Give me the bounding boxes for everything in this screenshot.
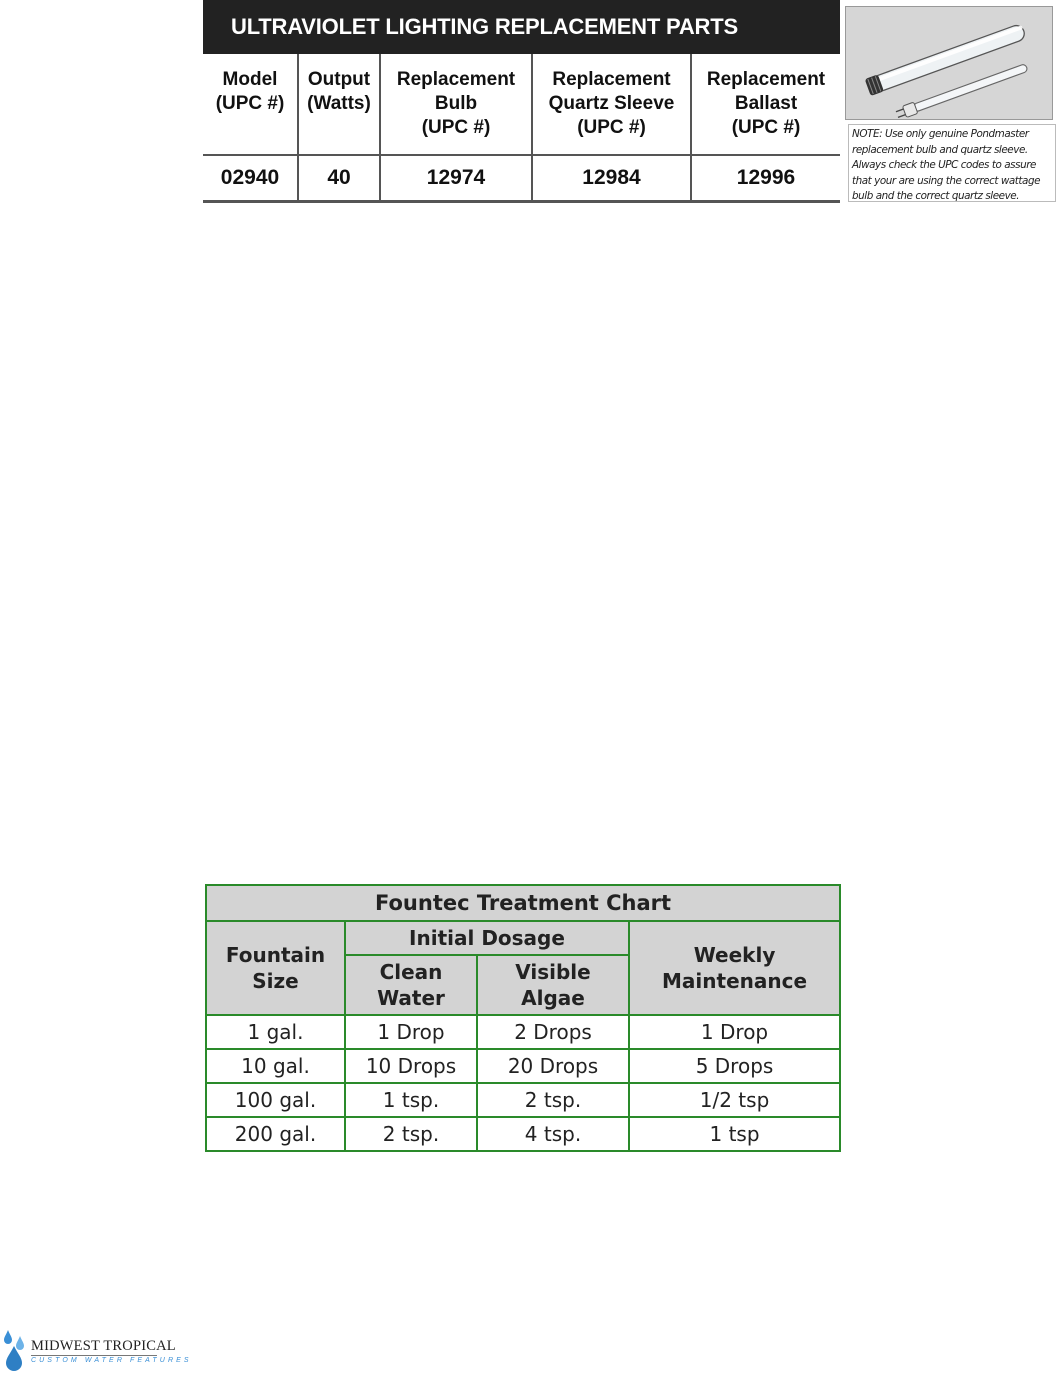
header-visible-algae: Visible Algae [477, 955, 629, 1015]
cell-size: 1 gal. [206, 1015, 345, 1049]
table-row [206, 1049, 840, 1083]
bulb-and-sleeve-illustration [846, 7, 1052, 119]
cell-clean: 1 Drop [345, 1015, 477, 1049]
header-quartz-sleeve: Replacement Quartz Sleeve (UPC #) [532, 54, 691, 155]
cell-output: 40 [298, 155, 380, 202]
cell-size: 10 gal. [206, 1049, 345, 1083]
logo-name: MIDWEST TROPICAL [31, 1338, 176, 1354]
cell-clean: 2 tsp. [345, 1117, 477, 1151]
cell-algae: 20 Drops [477, 1049, 629, 1083]
table-row [206, 1117, 840, 1151]
header-output: Output (Watts) [298, 54, 380, 155]
cell-weekly: 1/2 tsp [629, 1083, 840, 1117]
uv-parts-table [203, 54, 840, 203]
uv-bulb-photo [845, 6, 1053, 120]
cell-weekly: 5 Drops [629, 1049, 840, 1083]
note-text: NOTE: Use only genuine Pondmaster replacement bulb and quartz sleeve. Always check the UPC codes to assure that your are using the correct wattage bulb and the correct quartz sleeve. [848, 124, 1056, 202]
table-row [206, 1015, 840, 1049]
logo-divider [31, 1355, 157, 1356]
cell-bulb: 12974 [380, 155, 532, 202]
cell-clean: 10 Drops [345, 1049, 477, 1083]
logo-tagline: CUSTOM WATER FEATURES [31, 1357, 192, 1364]
cell-model: 02940 [203, 155, 298, 202]
header-bulb: Replacement Bulb (UPC #) [380, 54, 532, 155]
cell-ballast: 12996 [691, 155, 840, 202]
cell-size: 100 gal. [206, 1083, 345, 1117]
chart-title-row [206, 885, 840, 921]
header-weekly-maintenance: Weekly Maintenance [629, 921, 840, 1015]
header-ballast: Replacement Ballast (UPC #) [691, 54, 840, 155]
cell-algae: 2 Drops [477, 1015, 629, 1049]
cell-size: 200 gal. [206, 1117, 345, 1151]
uv-parts-section [203, 0, 840, 203]
chart-title: Fountec Treatment Chart [206, 885, 840, 921]
header-model: Model (UPC #) [203, 54, 298, 155]
header-initial-dosage: Initial Dosage [345, 921, 629, 955]
cell-quartz-sleeve: 12984 [532, 155, 691, 202]
uv-header-row [203, 54, 840, 155]
cell-algae: 4 tsp. [477, 1117, 629, 1151]
midwest-tropical-logo [0, 1328, 192, 1372]
cell-clean: 1 tsp. [345, 1083, 477, 1117]
table-row [203, 155, 840, 202]
cell-weekly: 1 tsp [629, 1117, 840, 1151]
table-row [206, 1083, 840, 1117]
header-clean-water: Clean Water [345, 955, 477, 1015]
fountec-treatment-chart [205, 884, 841, 1152]
cell-algae: 2 tsp. [477, 1083, 629, 1117]
cell-weekly: 1 Drop [629, 1015, 840, 1049]
water-drops-icon [0, 1328, 30, 1372]
header-fountain-size: Fountain Size [206, 921, 345, 1015]
uv-parts-title: ULTRAVIOLET LIGHTING REPLACEMENT PARTS [203, 0, 840, 54]
chart-header-row [206, 921, 840, 955]
